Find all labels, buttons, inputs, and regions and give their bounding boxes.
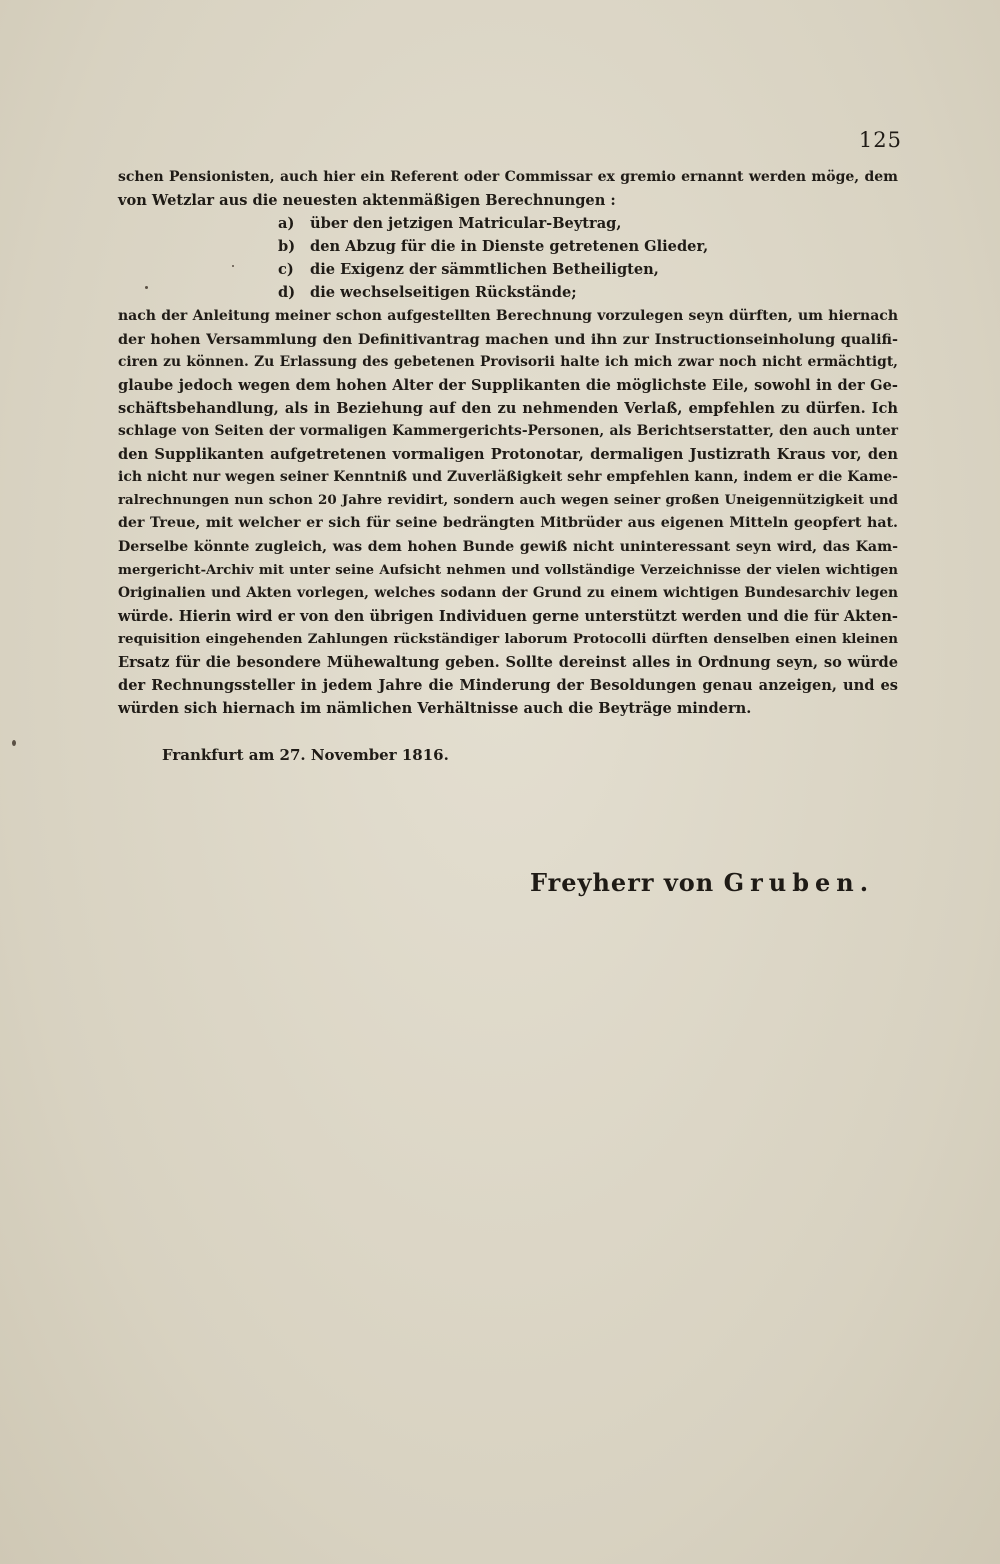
text-line: ralrechnungen nun schon 20 Jahre revidirt, sondern auch wegen seiner großen Uneigennützigkeit und	[118, 492, 898, 509]
signature-prefix: Freyherr von	[530, 868, 715, 897]
text-line: nach der Anleitung meiner schon aufgestellten Berechnung vorzulegen seyn dürften, um hiernach	[118, 307, 898, 324]
list-marker: a)	[278, 215, 295, 233]
list-item	[278, 235, 738, 258]
text-line: Originalien und Akten vorlegen, welches sodann der Grund zu einem wichtigen Bundesarchiv legen	[118, 584, 898, 601]
text-line: Derselbe könnte zugleich, was dem hohen Bunde gewiß nicht uninteressant seyn wird, das Kam-	[118, 538, 898, 555]
paper-speck	[232, 265, 234, 267]
text-line: ciren zu können. Zu Erlassung des gebetenen Provisorii halte ich mich zwar noch nicht ermächtigt,	[118, 353, 898, 370]
text-line: ich nicht nur wegen seiner Kenntniß und Zuverläßigkeit sehr empfehlen kann, indem er die Kame-	[118, 469, 898, 486]
text-line: der Rechnungssteller in jedem Jahre die Minderung der Besoldungen genau anzeigen, und es	[118, 677, 898, 695]
list-marker: d)	[278, 284, 296, 302]
text-line: der Treue, mit welcher er sich für seine bedrängten Mitbrüder aus eigenen Mitteln geopfert hat.	[118, 515, 898, 532]
signature-name: Gruben.	[723, 868, 875, 897]
signature	[530, 868, 874, 897]
paper-speck	[145, 286, 148, 289]
text-line: Ersatz für die besondere Mühewaltung geben. Sollte dereinst alles in Ordnung seyn, so würde	[118, 653, 898, 671]
list-text: die wechselseitigen Rückstände;	[310, 284, 577, 302]
body-text	[118, 166, 898, 720]
text-line: schlage von Seiten der vormaligen Kammergerichts-Personen, als Berichtserstatter, den auch unter	[118, 423, 898, 440]
enumerated-list	[278, 212, 738, 304]
text-line: würde. Hierin wird er von den übrigen Individuen gerne unterstützt werden und die für Akten-	[118, 607, 898, 625]
text-line: der hohen Versammlung den Definitivantrag machen und ihn zur Instructionseinholung qualifi-	[118, 330, 898, 348]
list-item	[278, 212, 738, 235]
list-item	[278, 281, 738, 304]
text-line: schen Pensionisten, auch hier ein Referent oder Commissar ex gremio ernannt werden möge, dem	[118, 169, 898, 185]
text-line: requisition eingehenden Zahlungen rückständiger laborum Protocolli dürften denselben einen kleinen	[118, 630, 898, 647]
text-line: glaube jedoch wegen dem hohen Alter der Supplikanten die möglichste Eile, sowohl in der Ge-	[118, 376, 898, 394]
dateline: Frankfurt am 27. November 1816.	[162, 746, 449, 764]
text-line: würden sich hiernach im nämlichen Verhältnisse auch die Beyträge mindern.	[118, 700, 752, 718]
list-item	[278, 258, 738, 281]
list-text: den Abzug für die in Dienste getretenen Glieder,	[310, 238, 709, 256]
text-line: schäftsbehandlung, als in Beziehung auf den zu nehmenden Verlaß, empfehlen zu dürfen. Ich	[118, 399, 898, 417]
text-line: den Supplikanten aufgetretenen vormaligen Protonotar, dermaligen Justizrath Kraus vor, den	[118, 446, 898, 464]
list-text: über den jetzigen Matricular-Beytrag,	[310, 215, 622, 233]
list-marker: b)	[278, 238, 296, 256]
paper-speck	[12, 740, 16, 746]
text-line: von Wetzlar aus die neuesten aktenmäßigen Berechnungen :	[118, 192, 616, 210]
page-number: 125	[858, 128, 902, 152]
list-marker: c)	[278, 261, 294, 279]
list-text: die Exigenz der sämmtlichen Betheiligten,	[310, 261, 659, 279]
text-line: mergericht-Archiv mit unter seine Aufsicht nehmen und vollständige Verzeichnisse der vielen wichtigen	[118, 562, 898, 578]
